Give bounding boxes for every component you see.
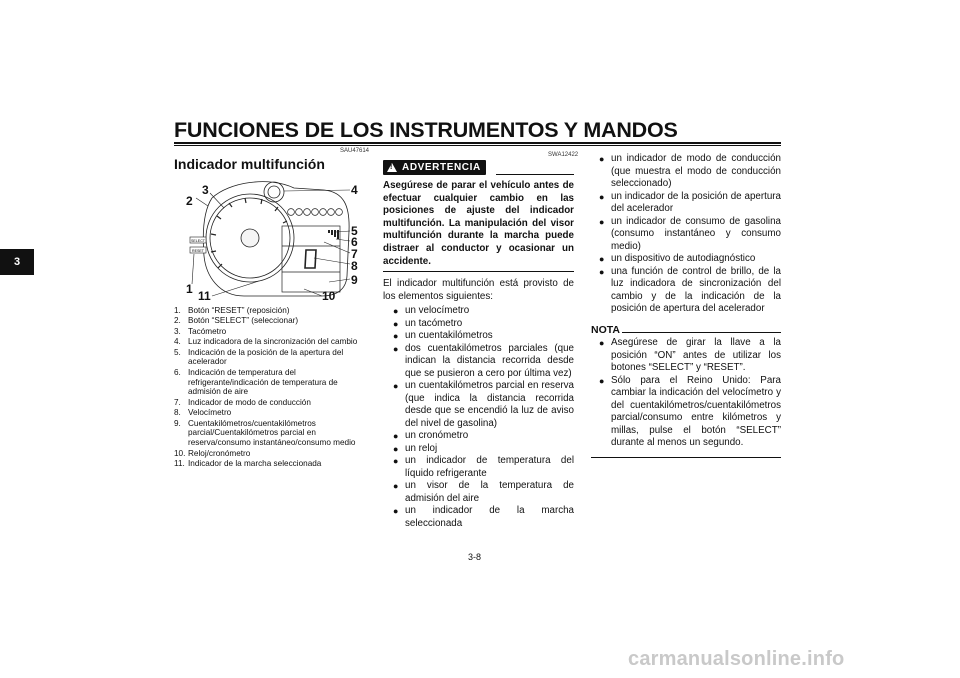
list-item: ● un reloj (393, 443, 574, 456)
callout-6: 6 (351, 235, 358, 249)
features-list-col2 (393, 305, 574, 530)
list-item: ● un indicador de consumo de gasolina (consumo instantáneo y consumo medio) (599, 216, 781, 254)
caption-item (174, 337, 370, 347)
caption-number: 3. (174, 326, 181, 336)
tachometer-dial (206, 194, 294, 282)
caption-number: 6. (174, 367, 181, 377)
reset-button-label: RESET (192, 248, 204, 253)
list-item: ● un indicador de la marcha seleccionada (393, 505, 574, 530)
warning-rule (496, 174, 574, 175)
list-item: ● dos cuentakilómetros parciales (que indican la distancia recorrida desde que se pusieron a cero por última vez) (393, 343, 574, 381)
lcd-display (282, 226, 340, 292)
leader-lines (192, 190, 350, 296)
header-rule (174, 142, 781, 144)
page-header-title: FUNCIONES DE LOS INSTRUMENTOS Y MANDOS (174, 118, 678, 142)
cluster-outline (203, 182, 349, 296)
caption-text: Cuentakilómetros/cuentakilómetros parcial/Cuentakilómetros parcial en reserva/consumo instantáneo/consumo medio (188, 418, 356, 448)
callout-10: 10 (322, 289, 336, 302)
caption-item (174, 348, 370, 368)
caption-text: Indicador de la marcha seleccionada (188, 458, 322, 468)
list-item: ● Sólo para el Reino Unido: Para cambiar la indicación del velocímetro y del cuentakilómetros/cuentakilómetros parcial/consumo entre kilómetros y millas, pulse el botón “SELECT” durante al menos un segundo. (599, 375, 781, 450)
header-rule-thin (174, 145, 781, 146)
list-item: ● un indicador de temperatura del líquido refrigerante (393, 455, 574, 480)
caption-item (174, 316, 370, 326)
callout-1: 1 (186, 282, 193, 296)
callout-3: 3 (202, 183, 209, 197)
warning-badge (383, 160, 486, 175)
caption-number: 9. (174, 418, 181, 428)
caption-item (174, 398, 370, 408)
list-item: ● Asegúrese de girar la llave a la posición “ON” antes de utilizar los botones “SELECT” y “RESET”. (599, 337, 781, 375)
indicator-lights-row (288, 209, 343, 216)
section-title: Indicador multifunción (174, 156, 325, 172)
caption-item (174, 419, 370, 448)
warning-triangle-icon (387, 163, 397, 172)
caption-text: Velocímetro (188, 408, 232, 418)
caption-item (174, 306, 370, 316)
list-item: ● un visor de la temperatura de admisión del aire (393, 480, 574, 505)
caption-text: Luz indicadora de la sincronización del cambio (188, 337, 358, 347)
throttle-bars (328, 230, 339, 239)
caption-number: 2. (174, 316, 181, 326)
list-item: ● un indicador de la posición de apertura del acelerador (599, 191, 781, 216)
select-button-label: SELECT (191, 238, 205, 243)
caption-text: Indicación de la posición de la apertura del acelerador (188, 347, 344, 367)
list-item: ● un dispositivo de autodiagnóstico (599, 253, 781, 266)
caption-number: 7. (174, 397, 181, 407)
caption-number: 4. (174, 337, 181, 347)
caption-text: Tacómetro (188, 326, 227, 336)
caption-text: Indicación de temperatura del refrigerante/indicación de temperatura de admisión de aire (188, 367, 338, 397)
watermark: carmanualsonline.info (628, 648, 845, 670)
features-list-col3 (599, 153, 781, 316)
warning-code: SWA12422 (548, 152, 579, 158)
nota-label: NOTA (591, 324, 620, 336)
callout-5: 5 (351, 224, 358, 238)
instrument-cluster-figure (174, 176, 374, 302)
nota-end-rule (591, 457, 781, 458)
caption-text: Botón “SELECT” (seleccionar) (188, 316, 299, 326)
warning-text: Asegúrese de parar el vehículo antes de efectuar cualquier cambio en las posiciones de ajuste del indicador multifunción. La manipulación del visor multifunción durante la marcha puede distraer al conductor y ocasionar un accidente. (383, 180, 574, 267)
list-item: ● un cuentakilómetros (393, 330, 574, 343)
callout-11: 11 (198, 289, 211, 302)
caption-number: 1. (174, 306, 181, 315)
caption-item (174, 449, 370, 459)
nota-list (599, 337, 781, 450)
caption-number: 11. (174, 458, 185, 468)
callout-9: 9 (351, 273, 358, 287)
caption-item (174, 327, 370, 337)
section-code: SAU47614 (340, 148, 370, 154)
callout-8: 8 (351, 259, 358, 273)
chapter-tab: 3 (0, 249, 34, 275)
list-item: ● una función de control de brillo, de la luz indicadora de sincronización del cambio y de la indicación de la posición de apertura del acelerador (599, 266, 781, 316)
warning-label: ADVERTENCIA (402, 162, 481, 173)
speed-digits (305, 250, 316, 268)
caption-text: Indicador de modo de conducción (188, 397, 311, 407)
caption-item (174, 459, 370, 469)
list-item: ● un cronómetro (393, 430, 574, 443)
list-item: ● un indicador de modo de conducción (que muestra el modo de conducción seleccionado) (599, 153, 781, 191)
caption-item (174, 368, 370, 397)
list-item: ● un cuentakilómetros parcial en reserva (que indica la distancia recorrida desde que se encendió la luz de aviso del nivel de gasolina) (393, 380, 574, 430)
caption-text: Reloj/cronómetro (188, 448, 251, 458)
caption-item (174, 408, 370, 418)
callout-2: 2 (186, 194, 193, 208)
list-item: ● un velocímetro (393, 305, 574, 318)
figure-caption-list (174, 306, 370, 469)
page-number: 3-8 (468, 552, 482, 562)
warning-end-rule (383, 271, 574, 272)
list-item: ● un tacómetro (393, 318, 574, 331)
caption-number: 8. (174, 408, 181, 418)
top-sync-light (264, 182, 284, 202)
caption-number: 5. (174, 347, 181, 357)
nota-rule (622, 332, 781, 333)
callout-7: 7 (351, 247, 358, 261)
intro-paragraph: El indicador multifunción está provisto de los elementos siguientes: (383, 278, 574, 302)
callout-4: 4 (351, 183, 358, 197)
caption-number: 10. (174, 448, 186, 458)
caption-text: Botón “RESET” (reposición) (188, 306, 290, 315)
